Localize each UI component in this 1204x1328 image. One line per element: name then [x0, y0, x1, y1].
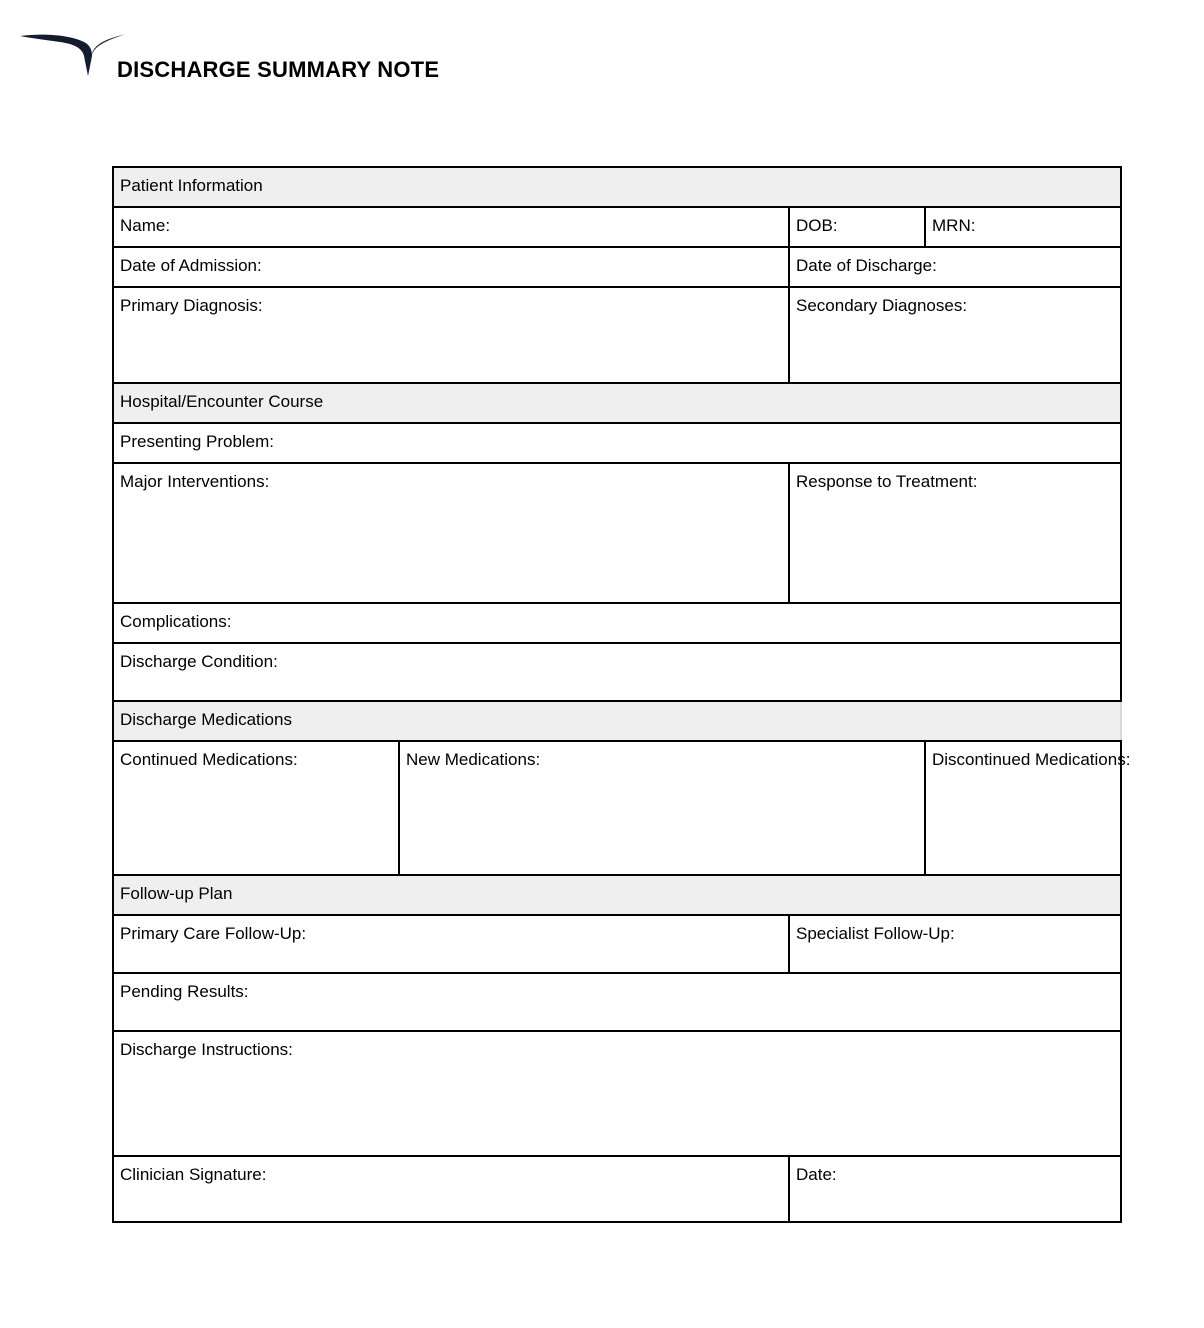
field-response-to-treatment[interactable]: Response to Treatment:: [789, 463, 1121, 603]
table-row: [113, 1156, 1121, 1222]
discharge-summary-form: [112, 166, 1131, 1223]
field-continued-medications[interactable]: Continued Medications:: [113, 741, 399, 875]
table-row: [113, 603, 1121, 643]
field-primary-care-follow-up[interactable]: Primary Care Follow-Up:: [113, 915, 789, 973]
field-date[interactable]: Date:: [789, 1156, 1121, 1222]
table-row: [113, 247, 1121, 287]
field-dob[interactable]: DOB:: [789, 207, 925, 247]
section-header-follow-up-plan: [113, 875, 1121, 915]
table-row: [113, 1031, 1121, 1156]
field-complications[interactable]: Complications:: [113, 603, 1121, 643]
table-row: [113, 915, 1121, 973]
section-title: Follow-up Plan: [120, 884, 233, 903]
table-row: [113, 741, 1121, 875]
section-header-patient-information: [113, 167, 1121, 207]
section-header-hospital-encounter-course: [113, 383, 1121, 423]
field-major-interventions[interactable]: Major Interventions:: [113, 463, 789, 603]
field-specialist-follow-up[interactable]: Specialist Follow-Up:: [789, 915, 1121, 973]
field-new-medications[interactable]: New Medications:: [399, 741, 925, 875]
field-presenting-problem[interactable]: Presenting Problem:: [113, 423, 1121, 463]
page-title: DISCHARGE SUMMARY NOTE: [117, 57, 440, 82]
field-name[interactable]: Name:: [113, 207, 789, 247]
wing-logo: [18, 28, 128, 78]
field-discharge-condition[interactable]: Discharge Condition:: [113, 643, 1121, 701]
field-discharge-instructions[interactable]: Discharge Instructions:: [113, 1031, 1121, 1156]
field-pending-results[interactable]: Pending Results:: [113, 973, 1121, 1031]
table-row: [113, 423, 1121, 463]
document-header: [0, 0, 1204, 110]
section-title: Hospital/Encounter Course: [120, 392, 324, 411]
table-row: [113, 643, 1121, 701]
field-secondary-diagnoses[interactable]: Secondary Diagnoses:: [789, 287, 1121, 383]
field-primary-diagnosis[interactable]: Primary Diagnosis:: [113, 287, 789, 383]
field-discontinued-medications[interactable]: Discontinued Medications:: [925, 741, 1121, 875]
section-title: Discharge Medications: [120, 710, 292, 729]
table-row: [113, 287, 1121, 383]
field-clinician-signature[interactable]: Clinician Signature:: [113, 1156, 789, 1222]
section-title: Patient Information: [120, 176, 263, 195]
table-row: [113, 207, 1121, 247]
field-date-of-admission[interactable]: Date of Admission:: [113, 247, 789, 287]
field-date-of-discharge[interactable]: Date of Discharge:: [789, 247, 1121, 287]
field-mrn[interactable]: MRN:: [925, 207, 1121, 247]
table-row: [113, 463, 1121, 603]
table-row: [113, 973, 1121, 1031]
section-header-discharge-medications: [113, 701, 1121, 741]
